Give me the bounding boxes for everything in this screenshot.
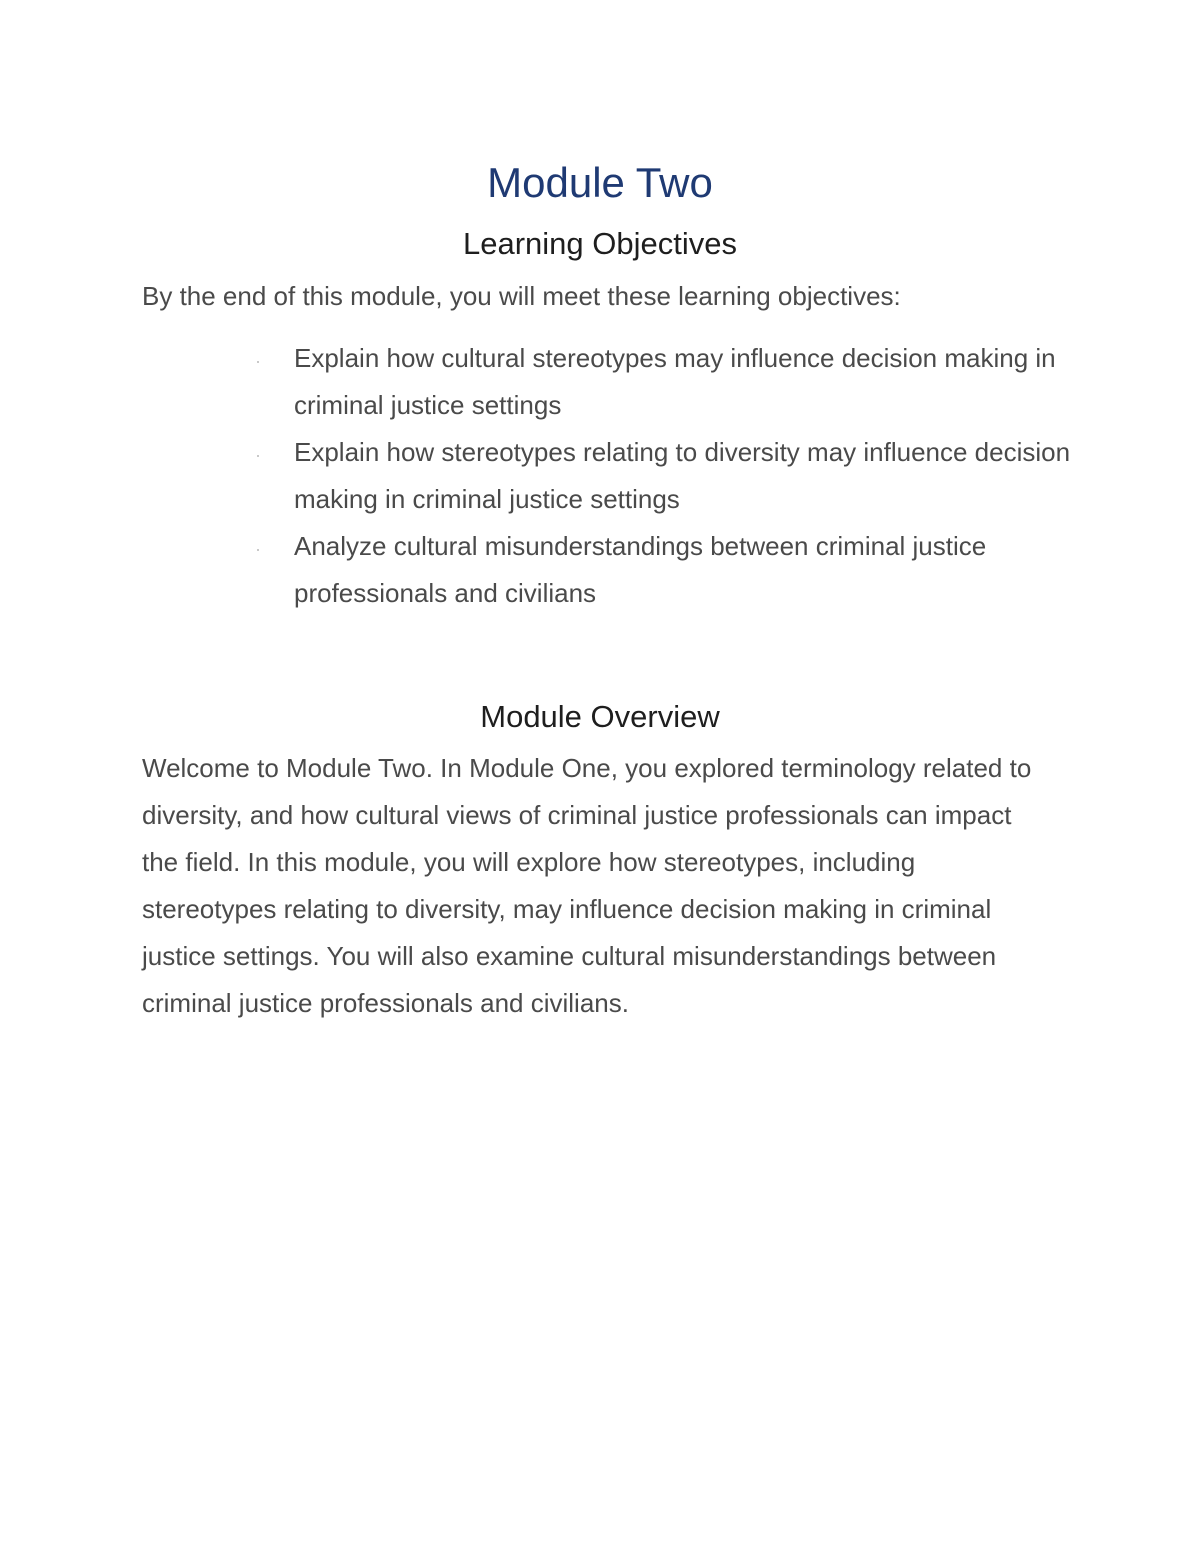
objectives-list: [0, 335, 1074, 617]
bullet-icon: [257, 361, 259, 363]
objective-text: Explain how stereotypes relating to diversity may influence decision making in criminal justice settings: [294, 437, 1071, 514]
objective-text: Analyze cultural misunderstandings between criminal justice professionals and civilians: [294, 531, 987, 608]
module-overview-heading: Module Overview: [480, 699, 720, 734]
page-title: Module Two: [487, 159, 713, 206]
bullet-icon: [257, 455, 259, 457]
objective-item: [0, 335, 1074, 429]
bullet-icon: [257, 549, 259, 551]
learning-objectives-heading: Learning Objectives: [463, 226, 737, 261]
objective-item: [0, 429, 1074, 523]
overview-paragraph: Welcome to Module Two. In Module One, you explored terminology related to diversity, and how cultural views of criminal justice professionals can impact the field. In this module, you will explore how stereotypes, including stereotypes relating to diversity, may influence decision making in criminal justice settings. You will also examine cultural misunderstandings between criminal justice professionals and civilians.: [142, 753, 1032, 1018]
objectives-intro: By the end of this module, you will meet these learning objectives:: [142, 281, 901, 311]
objective-text: Explain how cultural stereotypes may influence decision making in criminal justice settings: [294, 343, 1056, 420]
objective-item: [0, 523, 1074, 617]
